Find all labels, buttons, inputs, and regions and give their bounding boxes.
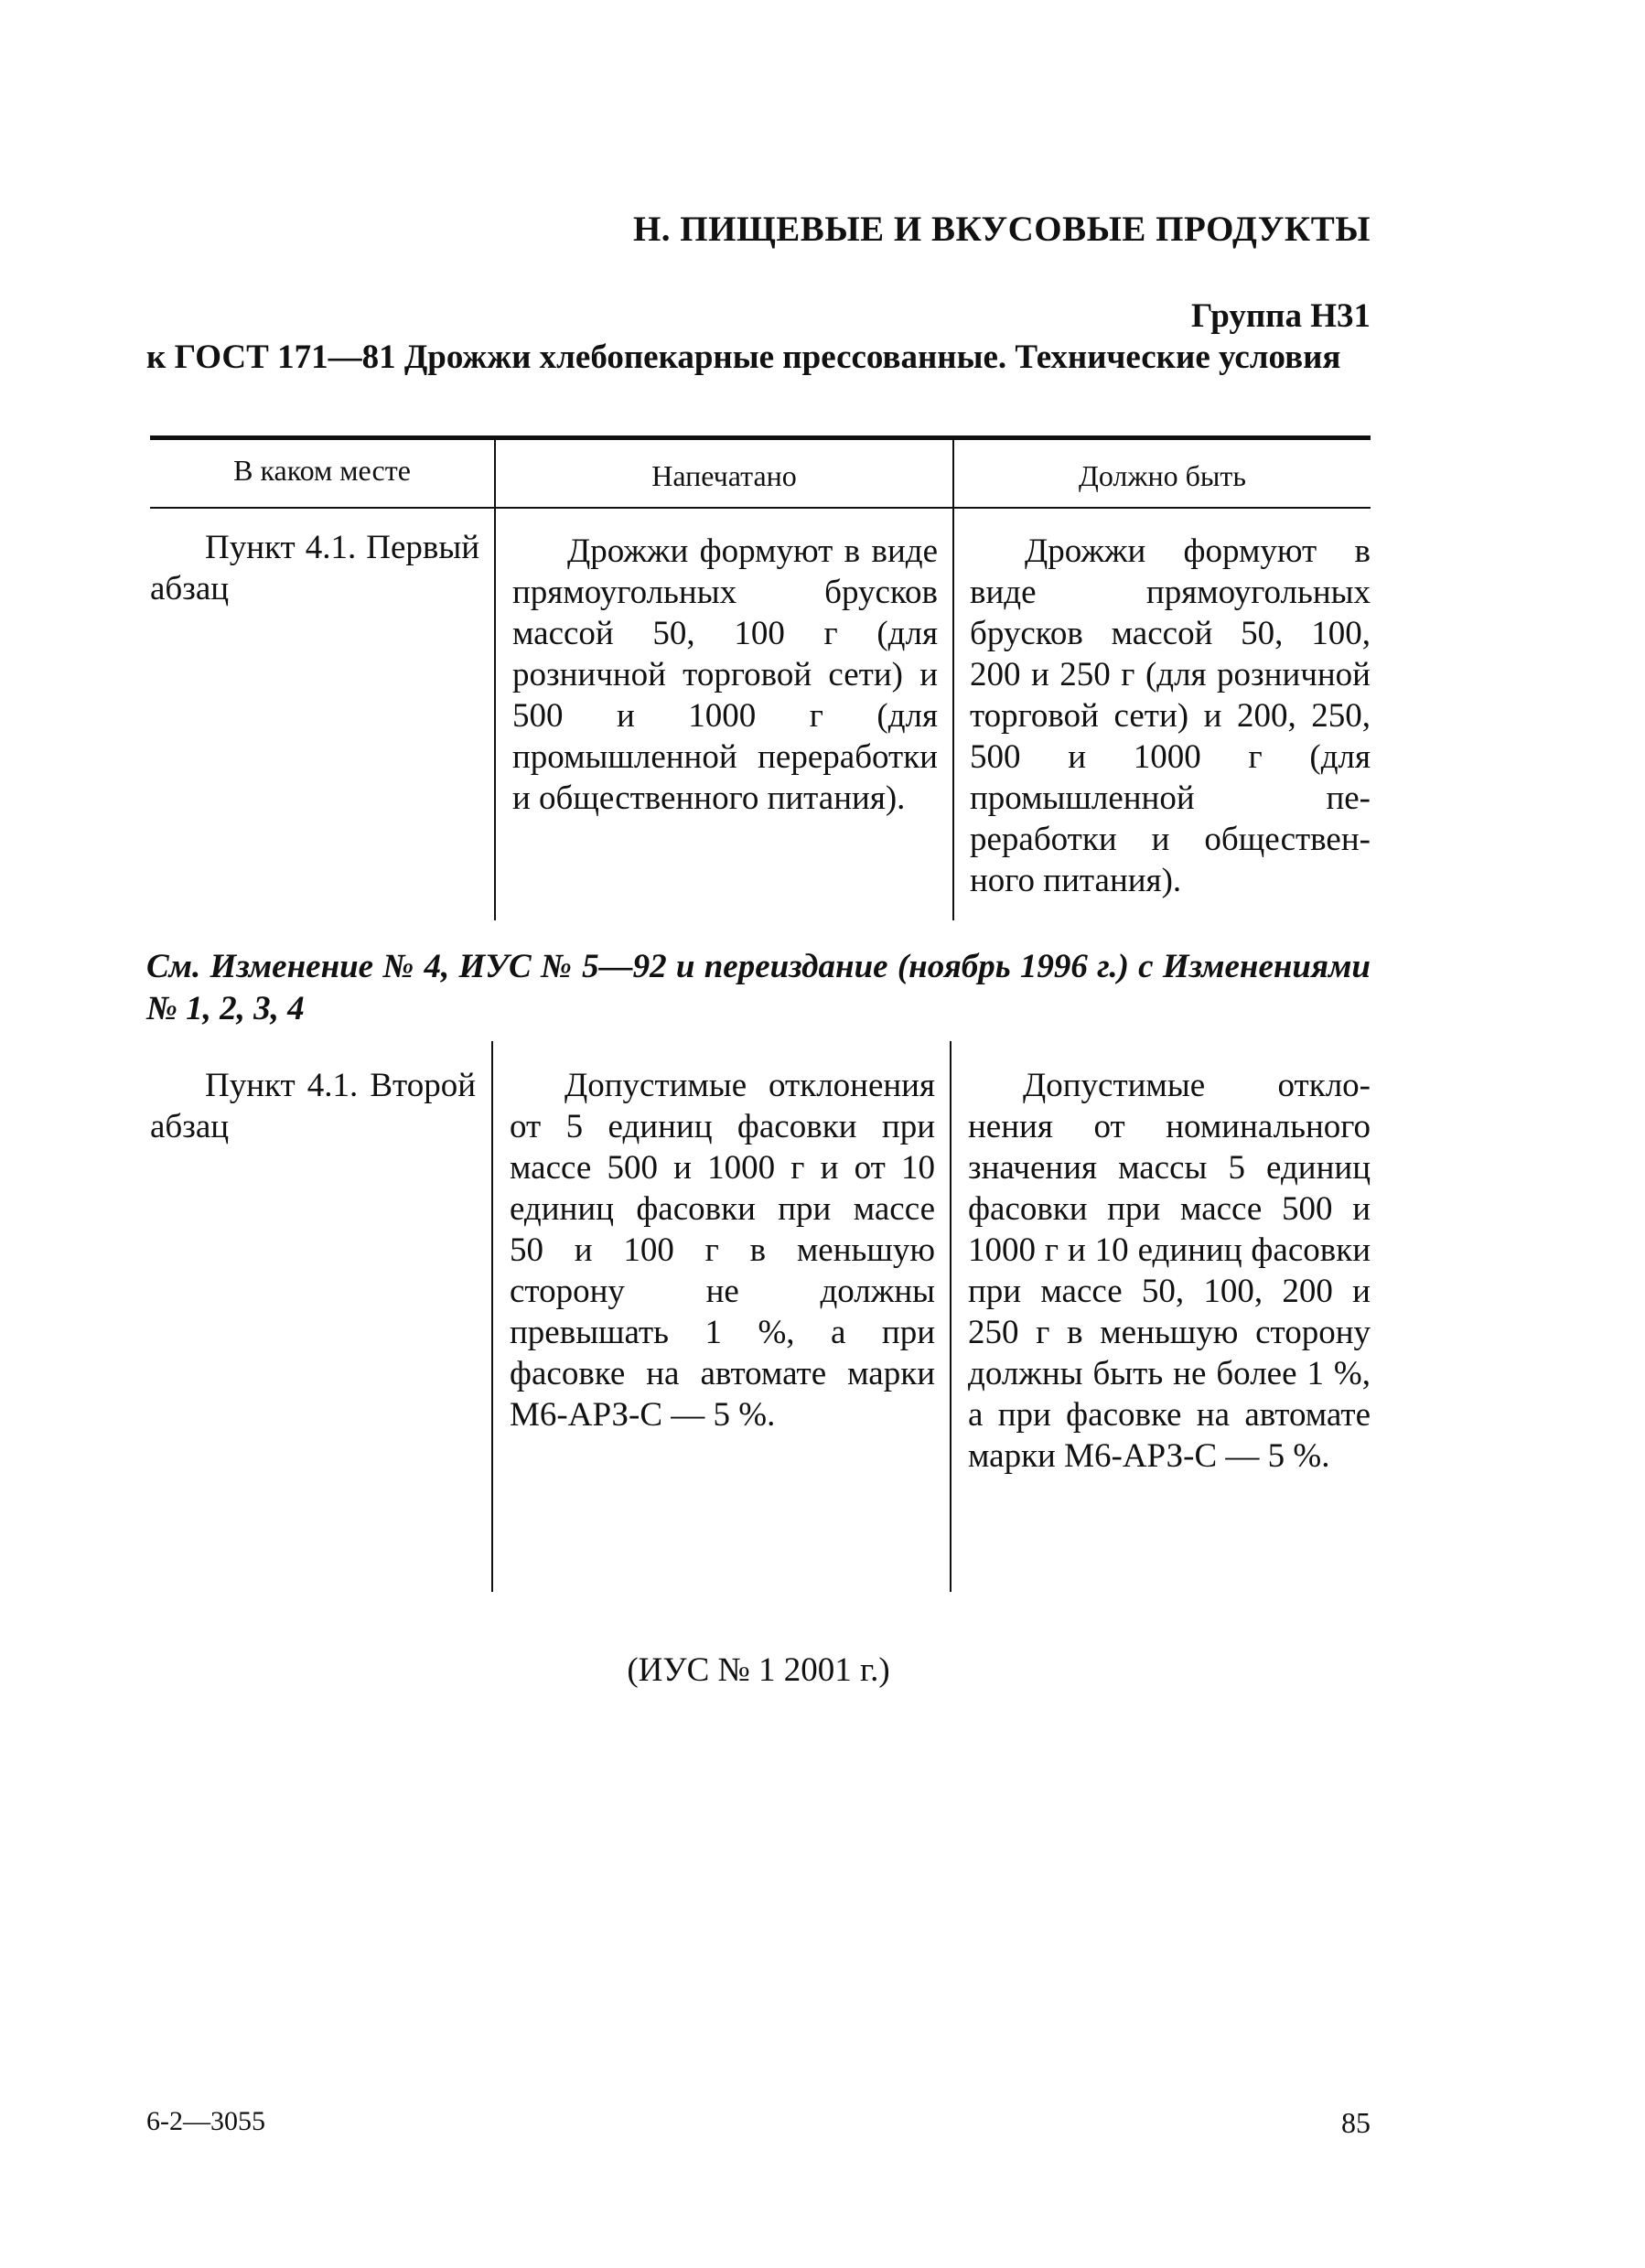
row2-should-be-cell: Допустимые отклонения от номинального значения массы 5 единиц фасовки при массе 500 и 1000 г и 10 единиц фасовки при массе 50, 100, 200 и 250 г в меньшую сторону должны быть не более 1 %, а при фасовке на автомате марки М6-АРЗ-С — 5 %. — [968, 1067, 1371, 1475]
document-heading: к ГОСТ 171—81 Дрожжи хлебопекарные прессованные. Технические условия — [146, 339, 1341, 376]
row2-printed-cell: Допустимые отклонения от 5 единиц фасовки при массе 500 и 1000 г и от 10 единиц фасовки при массе 50 и 100 г в меньшую сторону не должны превышать 1 %, а при фасовке на автомате марки М6-АРЗ-С — 5 %. — [510, 1067, 935, 1434]
footer-code: 6-2—3055 — [146, 2106, 265, 2136]
page-number: 85 — [1341, 2106, 1371, 2139]
table-column-divider — [950, 1041, 952, 1592]
table-header-rule — [150, 507, 1371, 509]
table-column-divider — [952, 437, 954, 920]
source-reference: (ИУС № 1 2001 г.) — [627, 1651, 890, 1689]
row1-where-cell: Пункт 4.1. Первый абзац — [150, 529, 479, 607]
table-column-divider — [494, 437, 496, 920]
column-header-printed: Напечатано — [651, 459, 797, 492]
table-column-divider — [491, 1041, 493, 1592]
section-title: Н. ПИЩЕВЫЕ И ВКУСОВЫЕ ПРОДУКТЫ — [632, 210, 1371, 249]
group-label: Группа Н31 — [1191, 297, 1371, 335]
table-top-rule — [150, 435, 1371, 440]
column-header-should-be: Должно быть — [1079, 459, 1246, 492]
row1-printed-cell: Дрожжи формуют в виде прямоугольных брусков массой 50, 100 г (для розничной торговой сети) и 500 и 1000 г (для промышленной переработки и общественного питания). — [512, 532, 938, 817]
amendment-note: См. Изменение № 4, ИУС № 5—92 и переиздание (ноябрь 1996 г.) с Изменениями № 1, 2, 3, 4 — [146, 948, 1371, 1027]
row1-should-be-cell: Дрожжи формуют в виде прямоугольных брусков массой 50, 100, 200 и 250 г (для розничной торговой сети) и 200, 250, 500 и 1000 г (для промышленной переработки и общественного питания). — [970, 532, 1371, 899]
row2-where-cell: Пункт 4.1. Второй абзац — [150, 1067, 476, 1145]
column-header-where: В каком месте — [233, 454, 411, 487]
